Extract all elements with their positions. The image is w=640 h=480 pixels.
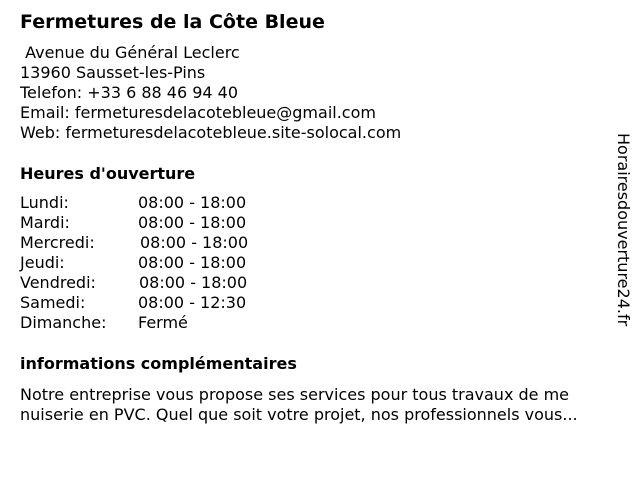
day-label: Vendredi: xyxy=(20,273,96,292)
day-label: Jeudi: xyxy=(20,253,65,272)
hours-row-monday xyxy=(20,193,320,213)
business-name: Fermetures de la Côte Bleue xyxy=(20,11,325,33)
hours-row-sunday xyxy=(20,313,320,333)
hours-row-wednesday xyxy=(20,233,320,253)
day-hours: 08:00 - 18:00 xyxy=(138,253,247,272)
hours-heading: Heures d'ouverture xyxy=(20,164,196,183)
day-label: Mercredi: xyxy=(20,233,95,252)
day-label: Dimanche: xyxy=(20,313,107,332)
watermark-text: Horairesdouverture24.fr xyxy=(614,133,633,327)
day-hours: 08:00 - 18:00 xyxy=(138,213,247,232)
watermark-vertical xyxy=(610,133,636,348)
info-line-1: Notre entreprise vous propose ses services pour tous travaux de me xyxy=(20,385,570,404)
email-line[interactable]: Email: fermeturesdelacotebleue@gmail.com xyxy=(20,103,376,122)
day-hours: Fermé xyxy=(138,313,188,332)
phone-line[interactable]: Telefon: +33 6 88 46 94 40 xyxy=(20,83,239,102)
info-text xyxy=(20,385,635,425)
day-label: Mardi: xyxy=(20,213,70,232)
day-label: Lundi: xyxy=(20,193,69,212)
hours-row-thursday xyxy=(20,253,320,273)
hours-row-friday xyxy=(20,273,320,293)
day-hours: 08:00 - 18:00 xyxy=(140,233,249,252)
day-label: Samedi: xyxy=(20,293,86,312)
info-line-2: nuiserie en PVC. Quel que soit votre projet, nos professionnels vous... xyxy=(20,405,578,424)
address-street: Avenue du Général Leclerc xyxy=(20,43,240,62)
hours-row-tuesday xyxy=(20,213,320,233)
address-city: 13960 Sausset-les-Pins xyxy=(20,63,206,82)
day-hours: 08:00 - 12:30 xyxy=(138,293,247,312)
contact-block xyxy=(20,43,401,143)
hours-table xyxy=(20,193,320,333)
info-heading: informations complémentaires xyxy=(20,354,297,373)
hours-row-saturday xyxy=(20,293,320,313)
web-line[interactable]: Web: fermeturesdelacotebleue.site-solocal.com xyxy=(20,123,402,142)
day-hours: 08:00 - 18:00 xyxy=(139,273,248,292)
day-hours: 08:00 - 18:00 xyxy=(138,193,247,212)
